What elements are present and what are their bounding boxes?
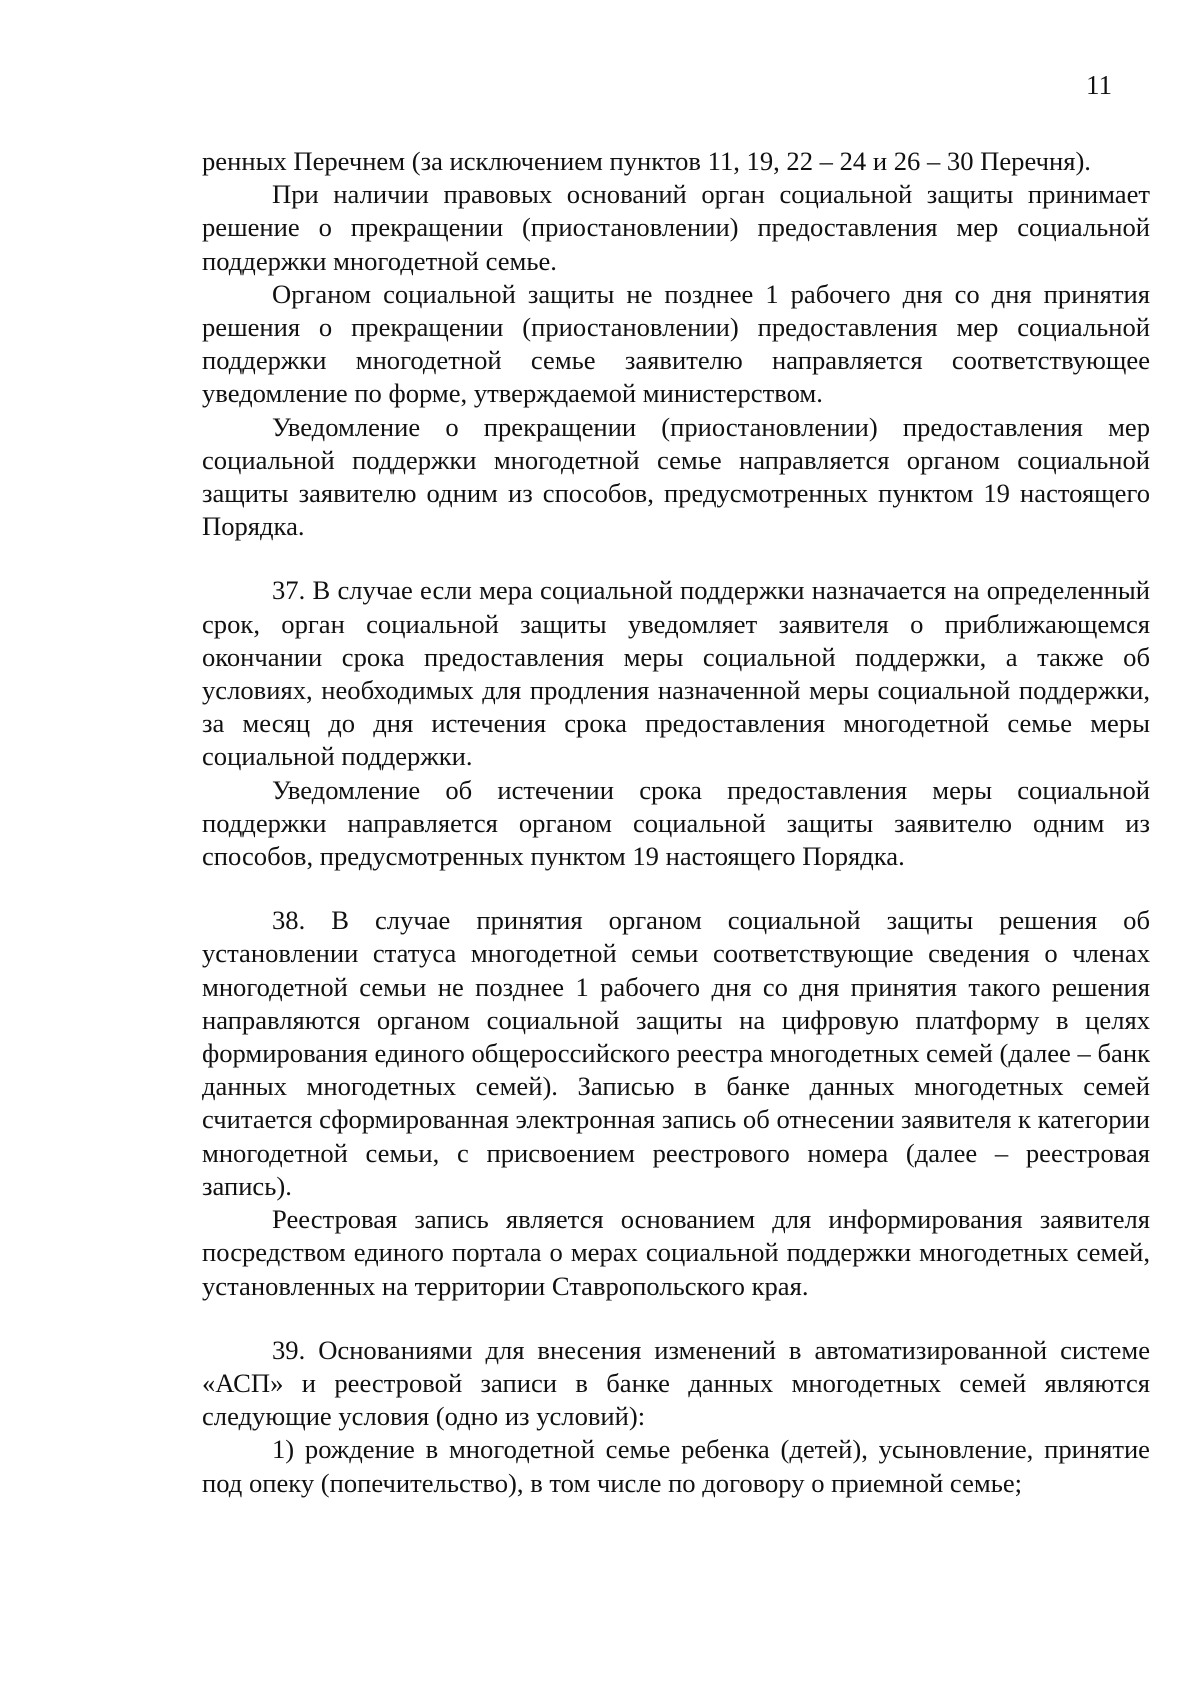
paragraph-item-38: 38. В случае принятия органом социальной защиты решения об установлении статуса многодетной семьи соответствующие сведения о членах многодетной семьи не позднее 1 рабочего дня со дня принятия такого решения направляются органом социальной защиты на цифровую платформу в целях формирования единого общероссийского реестра многодетных семей (далее – банк данных многодетных семей). Записью в банке данных многодетных семей считается сформированная электронная запись об отнесении заявителя к категории многодетной семьи, с присвоением реестрового номера (далее – реестровая запись). (202, 905, 1150, 1201)
paragraph-expiry-notification: Уведомление об истечении срока предоставления меры социальной поддержки направляется органом социальной защиты заявителю одним из способов, предусмотренных пунктом 19 настоящего Порядка. (202, 774, 1150, 872)
document-body (202, 145, 1150, 1500)
paragraph-item-39: 39. Основаниями для внесения изменений в автоматизированной системе «АСП» и реестровой записи в банке данных многодетных семей являются следующие условия (одно из условий): (202, 1334, 1150, 1432)
paragraph-registry-record: Реестровая запись является основанием для информирования заявителя посредством единого портала о мерах социальной поддержки многодетных семей, установленных на территории Ставропольского края. (202, 1204, 1150, 1301)
paragraph-decision-termination: При наличии правовых оснований орган социальной защиты принимает решение о прекращении (приостановлении) предоставления мер социальной поддержки многодетной семье. (202, 179, 1150, 276)
paragraph-condition-1: 1) рождение в многодетной семье ребенка (детей), усыновление, принятие под опеку (попечительство), в том числе по договору о приемной семье; (202, 1434, 1150, 1498)
page-number: 11 (1086, 70, 1112, 100)
paragraph-continuation: ренных Перечнем (за исключением пунктов 11, 19, 22 – 24 и 26 – 30 Перечня). (202, 146, 1091, 176)
paragraph-item-37: 37. В случае если мера социальной поддержки назначается на определенный срок, орган социальной защиты уведомляет заявителя о приближающемся окончании срока предоставления меры социальной поддержки, а также об условиях, необходимых для продления назначенной меры социальной поддержки, за месяц до дня истечения срока предоставления многодетной семье меры социальной поддержки. (202, 575, 1150, 772)
paragraph-notification-method: Уведомление о прекращении (приостановлении) предоставления мер социальной поддержки многодетной семье направляется органом социальной защиты заявителю одним из способов, предусмотренных пунктом 19 настоящего Порядка. (202, 411, 1150, 542)
paragraph-notification-deadline: Органом социальной защиты не позднее 1 рабочего дня со дня принятия решения о прекращении (приостановлении) предоставления мер социальной поддержки многодетной семье заявителю направляется соответствующее уведомление по форме, утверждаемой министерством. (202, 278, 1150, 409)
